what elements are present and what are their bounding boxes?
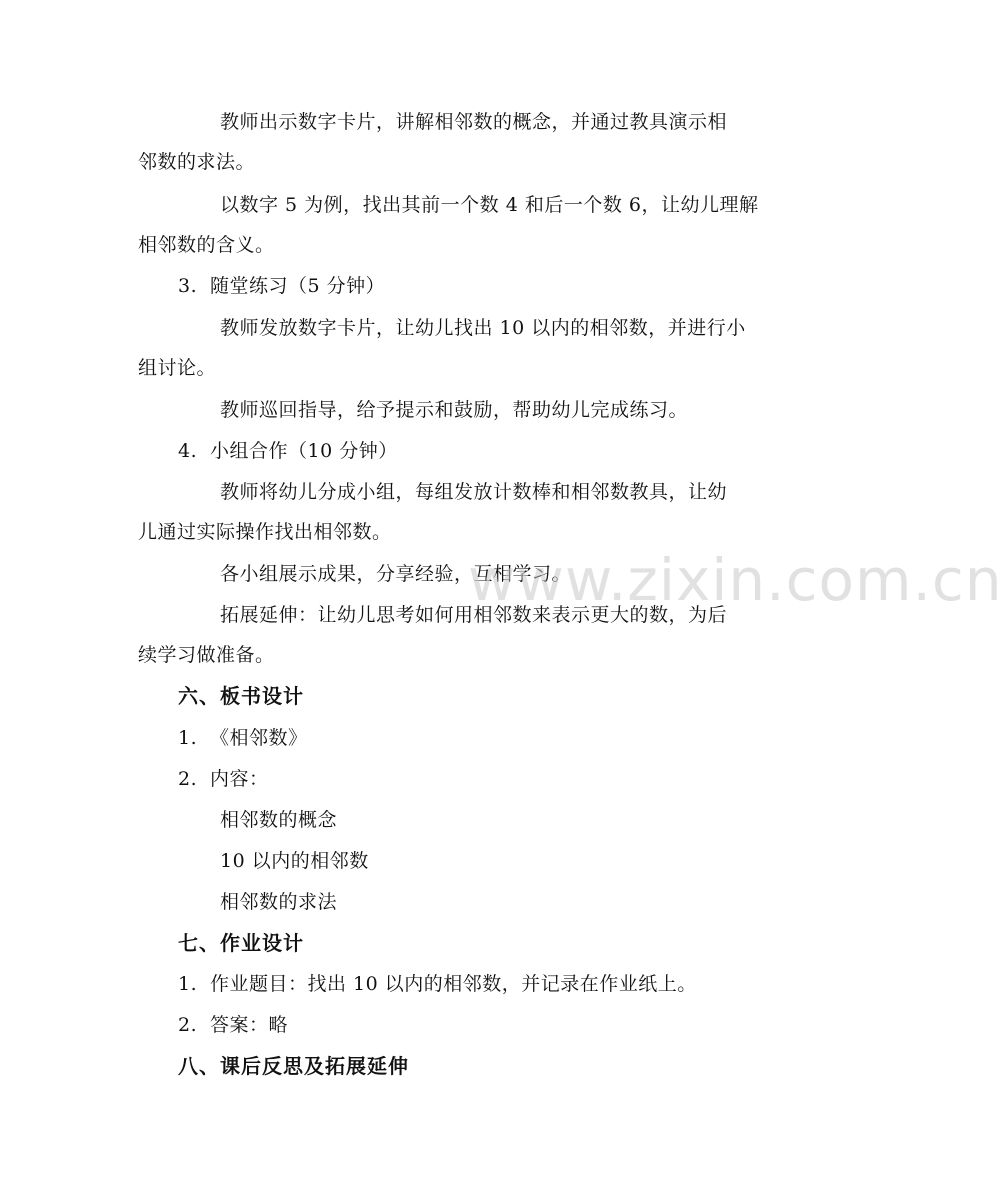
paragraph-line: 相邻数的含义。 bbox=[138, 234, 275, 256]
list-item bbox=[178, 1013, 288, 1037]
paragraph-line: 邻数的求法。 bbox=[138, 151, 256, 173]
list-number: 1. bbox=[178, 973, 198, 995]
list-number: 2. bbox=[178, 768, 198, 790]
paragraph-line: 教师发放数字卡片，让幼儿找出 10 以内的相邻数，并进行小 bbox=[220, 317, 746, 339]
paragraph-line: 教师出示数字卡片，讲解相邻数的概念，并通过教具演示相 bbox=[220, 111, 728, 133]
paragraph-line: 续学习做准备。 bbox=[138, 644, 275, 666]
step-4-title bbox=[178, 439, 398, 463]
sub-item: 相邻数的求法 bbox=[220, 891, 338, 913]
list-text: 《相邻数》 bbox=[210, 727, 308, 749]
list-number: 4. bbox=[178, 440, 198, 462]
paragraph-line: 组讨论。 bbox=[138, 357, 217, 379]
list-number: 2. bbox=[178, 1014, 198, 1036]
paragraph-line: 儿通过实际操作找出相邻数。 bbox=[138, 521, 392, 543]
section-heading-7: 七、作业设计 bbox=[178, 931, 304, 955]
list-text: 作业题目：找出 10 以内的相邻数，并记录在作业纸上。 bbox=[210, 973, 697, 995]
list-item bbox=[178, 726, 308, 750]
paragraph-line: 拓展延伸：让幼儿思考如何用相邻数来表示更大的数，为后 bbox=[220, 604, 728, 626]
list-text: 小组合作（10 分钟） bbox=[210, 440, 398, 462]
list-number: 3. bbox=[178, 275, 198, 297]
step-3-title bbox=[178, 274, 385, 298]
list-text: 答案：略 bbox=[210, 1014, 289, 1036]
list-item bbox=[178, 767, 269, 791]
paragraph-line: 以数字 5 为例，找出其前一个数 4 和后一个数 6，让幼儿理解 bbox=[220, 194, 759, 216]
paragraph-line: 各小组展示成果，分享经验，互相学习。 bbox=[220, 563, 572, 585]
paragraph-line: 教师巡回指导，给予提示和鼓励，帮助幼儿完成练习。 bbox=[220, 399, 689, 421]
section-heading-8: 八、课后反思及拓展延伸 bbox=[178, 1054, 409, 1078]
list-text: 随堂练习（5 分钟） bbox=[210, 275, 386, 297]
sub-item: 相邻数的概念 bbox=[220, 809, 338, 831]
list-number: 1. bbox=[178, 727, 198, 749]
list-text: 内容： bbox=[210, 768, 269, 790]
paragraph-line: 教师将幼儿分成小组，每组发放计数棒和相邻数教具，让幼 bbox=[220, 481, 728, 503]
list-item bbox=[178, 972, 697, 996]
section-heading-6: 六、板书设计 bbox=[178, 684, 304, 708]
sub-item: 10 以内的相邻数 bbox=[220, 850, 369, 872]
watermark: www.zixin.com.cn bbox=[468, 546, 1003, 614]
